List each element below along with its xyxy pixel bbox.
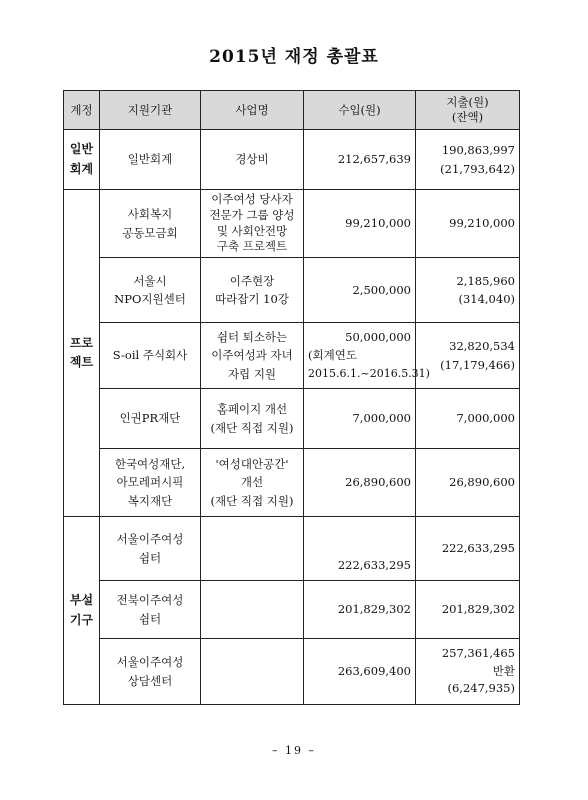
expense-cell: 99,210,000 xyxy=(416,190,520,258)
group-general: 일반 회계 xyxy=(64,130,100,190)
income-cell xyxy=(304,323,430,389)
header-expense-line1: 지출(원) xyxy=(446,95,489,110)
table-row xyxy=(64,323,520,389)
header-category: 계정 xyxy=(64,91,100,130)
org-cell: 전북이주여성 쉼터 xyxy=(100,581,201,639)
table-row xyxy=(64,130,520,190)
table-row xyxy=(64,449,520,517)
expense-cell xyxy=(416,639,520,705)
project-cell xyxy=(201,581,304,639)
page-number: – 19 – xyxy=(272,744,316,757)
expense-note: 반환 xyxy=(492,663,515,678)
table-row xyxy=(64,517,520,581)
header-expense xyxy=(416,91,520,130)
expense-value: 257,361,465 xyxy=(441,645,515,660)
income-note-line1: (회계연도 xyxy=(308,347,357,362)
expense-value: 190,863,997 xyxy=(441,143,515,158)
expense-cell: 201,829,302 xyxy=(416,581,520,639)
org-cell: 한국여성재단, 아모레퍼시픽 복지재단 xyxy=(100,449,201,517)
income-note-line2: 2015.6.1.~2016.5.31) xyxy=(308,366,430,380)
balance-value: (17,179,466) xyxy=(440,357,515,372)
group-affiliated: 부설 기구 xyxy=(64,517,100,705)
project-cell: 이주여성 당사자 전문가 그룹 양성 및 사회안전망 구축 프로젝트 xyxy=(201,190,304,258)
income-cell: 26,890,600 xyxy=(304,449,416,517)
table-row xyxy=(64,258,520,323)
group-project: 프로 젝트 xyxy=(64,190,100,517)
project-cell xyxy=(201,517,304,581)
project-cell: 경상비 xyxy=(201,130,304,190)
project-cell: 홈페이지 개선 (재단 직접 지원) xyxy=(201,389,304,449)
income-cell: 263,609,400 xyxy=(304,639,416,705)
table-row xyxy=(64,389,520,449)
table-row xyxy=(64,581,520,639)
income-cell: 201,829,302 xyxy=(304,581,416,639)
org-cell: 인권PR재단 xyxy=(100,389,201,449)
finance-summary-table xyxy=(63,90,520,705)
project-cell: '여성대안공간' 개선 (재단 직접 지원) xyxy=(201,449,304,517)
expense-cell xyxy=(416,130,520,190)
balance-value: (314,040) xyxy=(458,292,515,306)
org-cell: 사회복지 공동모금회 xyxy=(100,190,201,258)
balance-value: (6,247,935) xyxy=(447,681,515,696)
org-cell: 일반회계 xyxy=(100,130,201,190)
org-cell: S-oil 주식회사 xyxy=(100,323,201,389)
income-cell: 222,633,295 xyxy=(304,517,416,581)
project-cell xyxy=(201,639,304,705)
expense-cell: 7,000,000 xyxy=(416,389,520,449)
org-cell: 서울이주여성 상담센터 xyxy=(100,639,201,705)
income-cell: 99,210,000 xyxy=(304,190,416,258)
project-cell: 이주현장 따라잡기 10강 xyxy=(201,258,304,323)
income-value: 50,000,000 xyxy=(345,330,411,345)
income-cell: 2,500,000 xyxy=(304,258,416,323)
header-expense-line2: (잔액) xyxy=(451,110,484,124)
balance-value: (21,793,642) xyxy=(440,161,515,176)
income-cell: 212,657,639 xyxy=(304,130,416,190)
expense-cell xyxy=(416,258,520,323)
expense-value: 2,185,960 xyxy=(456,273,515,288)
expense-value: 32,820,534 xyxy=(449,339,515,354)
project-cell: 쉼터 퇴소하는 이주여성과 자녀 자립 지원 xyxy=(201,323,304,389)
header-project: 사업명 xyxy=(201,91,304,130)
table-row xyxy=(64,639,520,705)
org-cell: 서울이주여성 쉼터 xyxy=(100,517,201,581)
table-row xyxy=(64,190,520,258)
income-cell: 7,000,000 xyxy=(304,389,416,449)
header-income: 수입(원) xyxy=(304,91,416,130)
expense-cell: 222,633,295 xyxy=(416,517,520,581)
expense-cell xyxy=(416,323,520,389)
document-title: 2015년 재정 총괄표 xyxy=(209,47,379,67)
header-org: 지원기관 xyxy=(100,91,201,130)
header-row xyxy=(64,91,520,130)
expense-cell: 26,890,600 xyxy=(416,449,520,517)
org-cell: 서울시 NPO지원센터 xyxy=(100,258,201,323)
